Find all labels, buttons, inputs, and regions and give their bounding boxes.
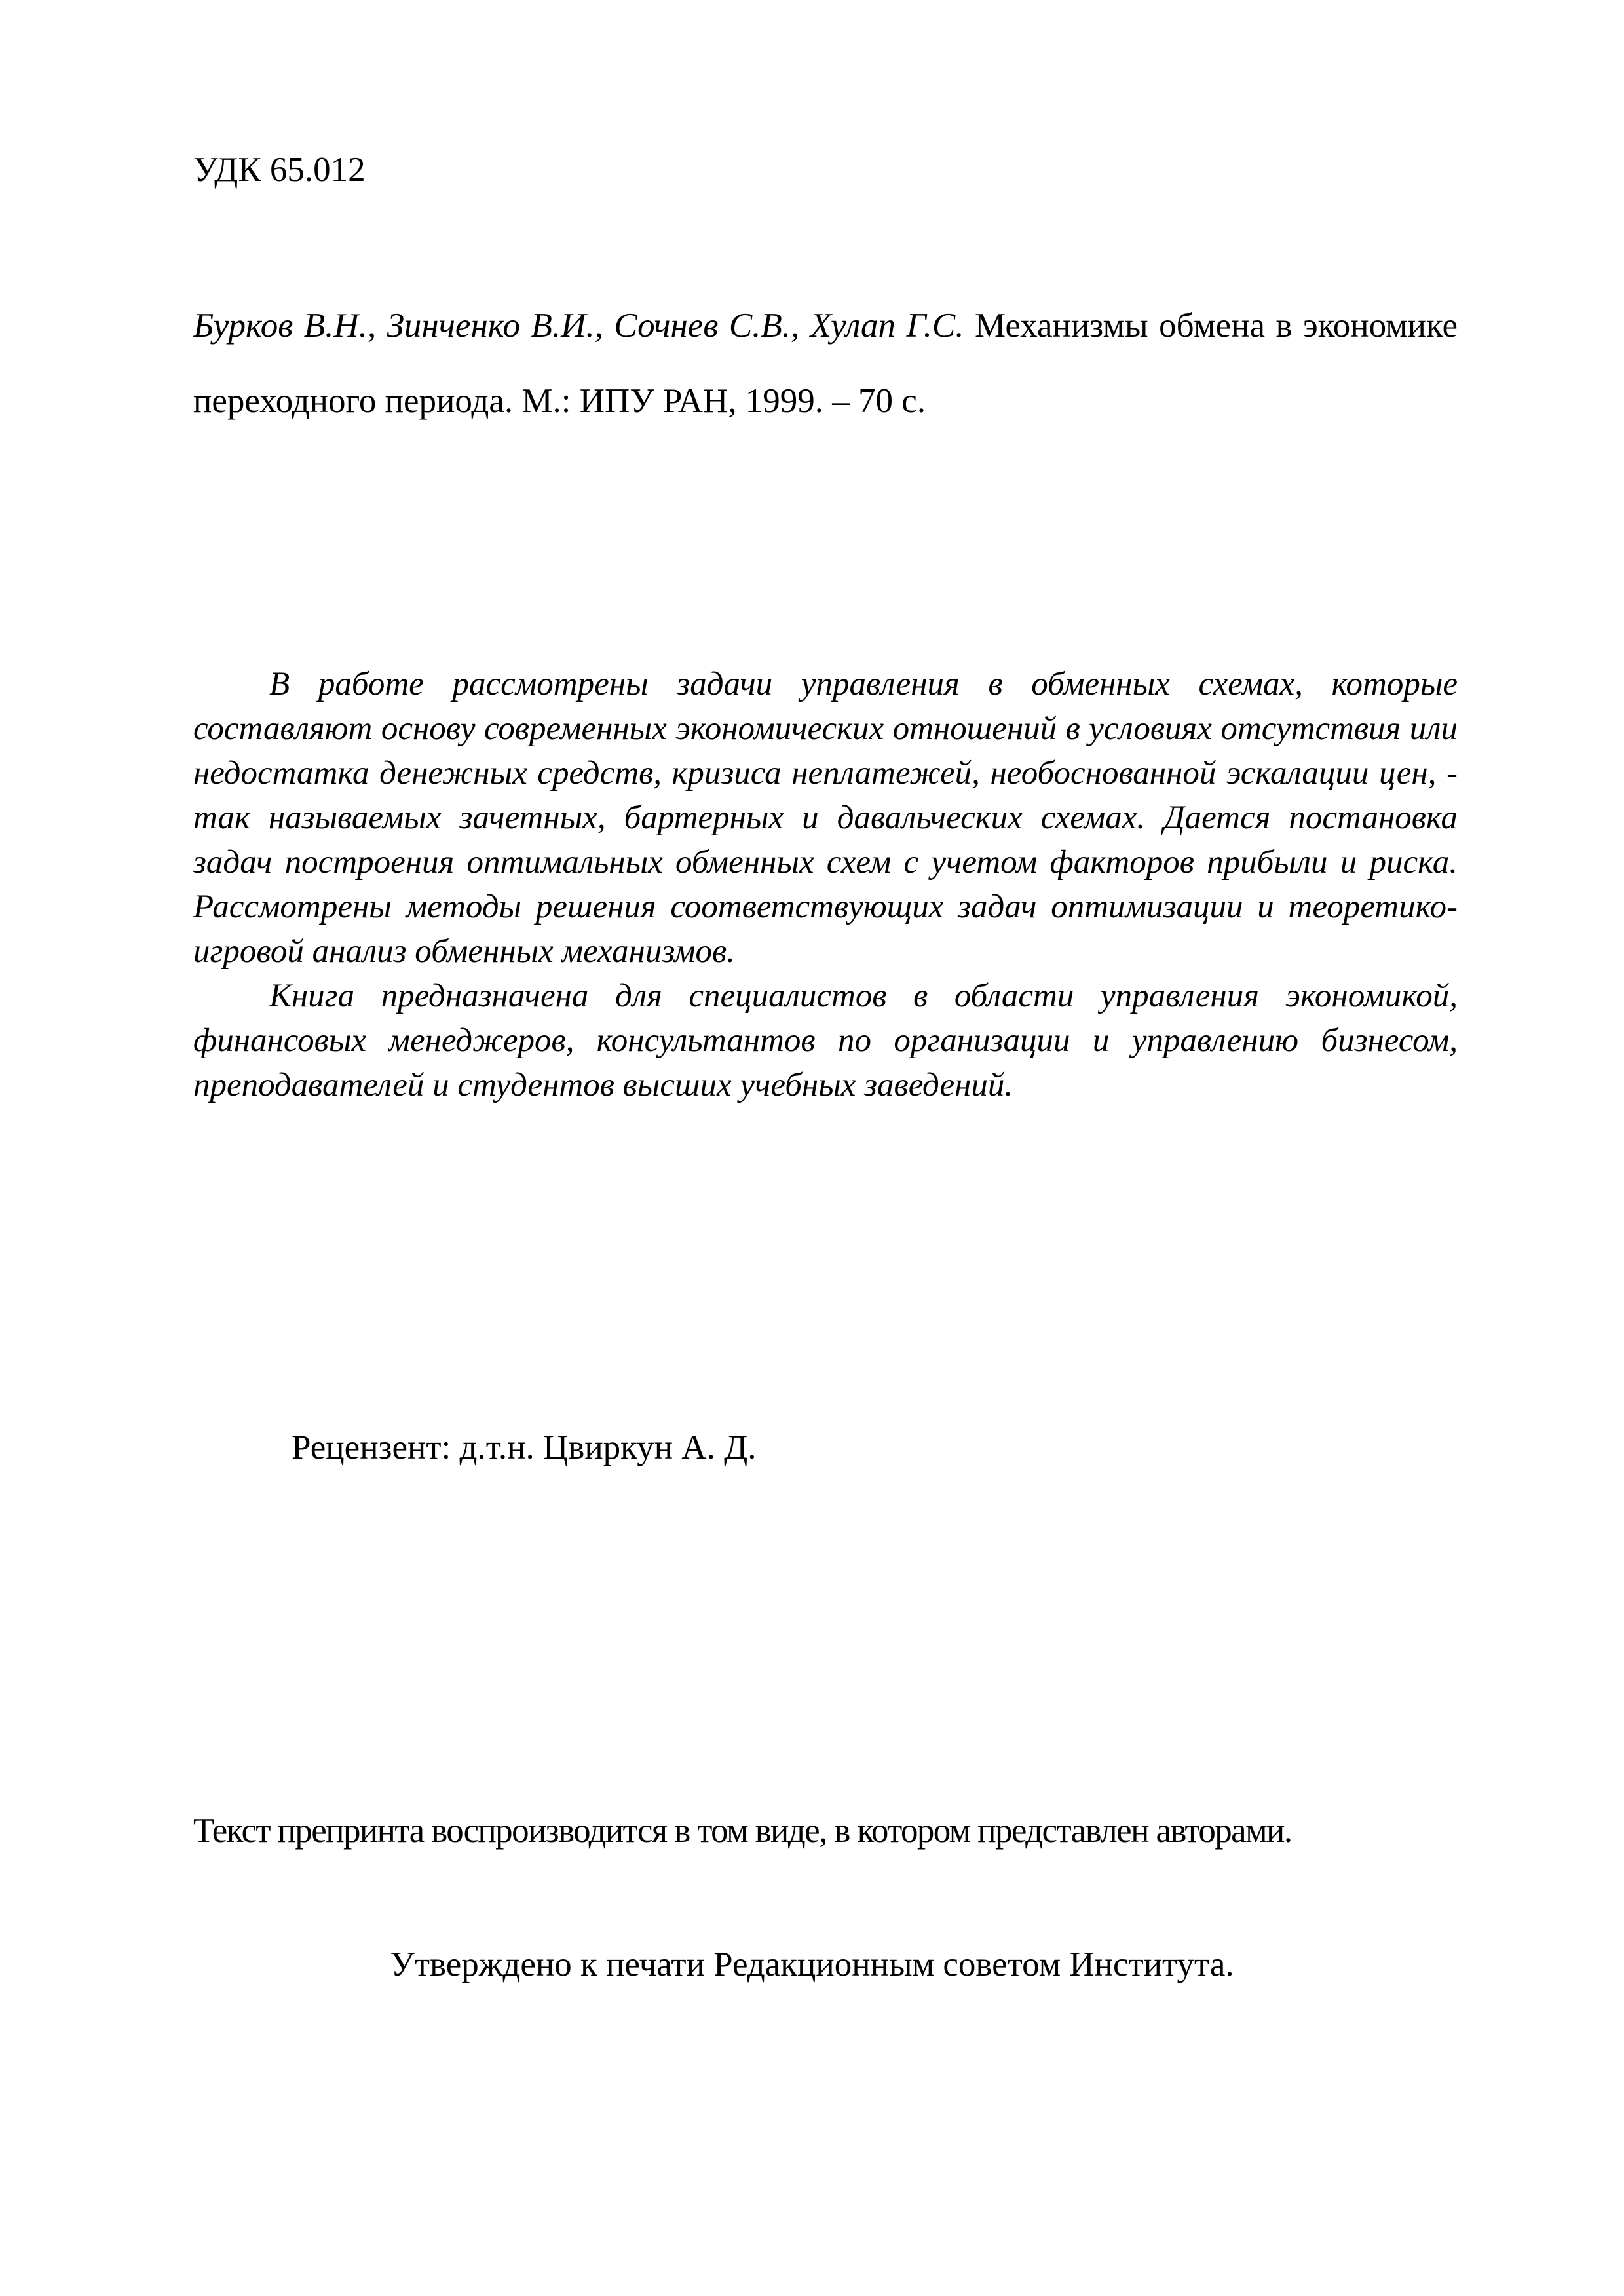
abstract xyxy=(193,662,1458,1107)
abstract-paragraph-2: Книга предназначена для специалистов в области управления экономикой, финансовых менеджеров, консультантов по организации и управлению бизнесом, преподавателей и студентов высших учебных заведений. xyxy=(193,978,1458,1103)
reviewer-line: Рецензент: д.т.н. Цвиркун А. Д. xyxy=(292,1428,757,1466)
reproduction-note: Текст препринта воспроизводится в том виде, в котором представлен авторами. xyxy=(193,1812,1292,1850)
udk-code: УДК 65.012 xyxy=(193,151,366,189)
abstract-paragraph-1: В работе рассмотрены задачи управления в обменных схемах, которые составляют основу современных экономических отношений в условиях отсутствия или недостатка денежных средств, кризиса неплатежей, необоснованной эскалации цен, - так называемых зачетных, бартерных и давальческих схемах. Дается постановка задач построения оптимальных обменных схем с учетом факторов прибыли и риска. Рассмотрены методы решения соответствующих задач оптимизации и теоретико-игровой анализ обменных механизмов. xyxy=(193,666,1458,970)
bibliographic-citation xyxy=(193,288,1458,439)
citation-title-publisher: Механизмы обмена в экономике переходного периода. М.: ИПУ РАН, 1999. – 70 с. xyxy=(193,307,1458,420)
citation-authors: Бурков В.Н., Зинченко В.И., Сочнев С.В., Хулап Г.С. xyxy=(193,307,964,345)
approval-note: Утверждено к печати Редакционным советом Института. xyxy=(390,1945,1234,1983)
